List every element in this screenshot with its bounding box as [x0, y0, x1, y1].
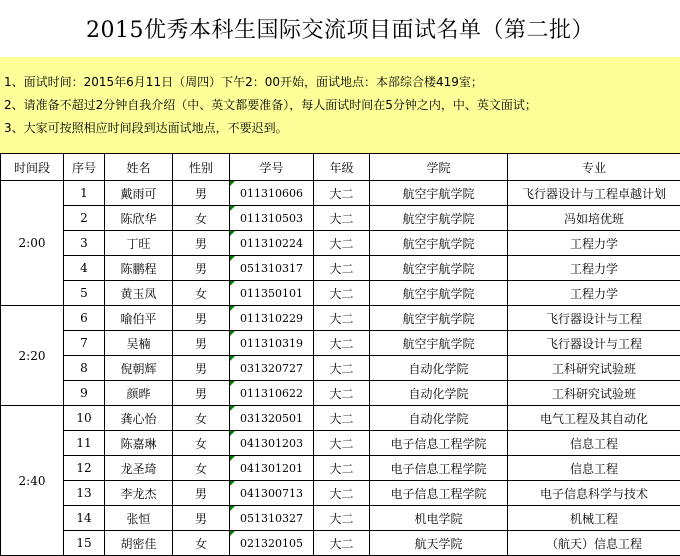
college-cell: 航天学院 [370, 531, 508, 556]
seq-cell: 6 [64, 306, 105, 331]
major-cell: 飞行器设计与工程 [508, 306, 680, 331]
name-cell: 黄玉凤 [105, 281, 173, 306]
table-row [1, 381, 680, 406]
time-slot-cell: 2:00 [1, 181, 64, 306]
gender-cell: 男 [173, 181, 230, 206]
major-cell: 机械工程 [508, 506, 680, 531]
major-cell: 飞行器设计与工程 [508, 331, 680, 356]
college-cell: 机电学院 [370, 506, 508, 531]
seq-cell: 2 [64, 206, 105, 231]
major-cell: 冯如培优班 [508, 206, 680, 231]
student-id-cell: 011310319 [230, 331, 314, 356]
gender-cell: 男 [173, 306, 230, 331]
seq-cell: 14 [64, 506, 105, 531]
grade-cell: 大二 [314, 406, 370, 431]
table-body [1, 181, 680, 556]
name-cell: 戴雨可 [105, 181, 173, 206]
table-row [1, 256, 680, 281]
student-id-cell: 011310503 [230, 206, 314, 231]
table-row [1, 331, 680, 356]
major-cell: 工程力学 [508, 231, 680, 256]
grade-cell: 大二 [314, 306, 370, 331]
grade-cell: 大二 [314, 431, 370, 456]
notice-line-2: 2、请准备不超过2分钟自我介绍（中、英文都要准备），每人面试时间在5分钟之内，中、英文面试； [4, 94, 680, 117]
table-row [1, 406, 680, 431]
table-row [1, 306, 680, 331]
table-row [1, 456, 680, 481]
major-cell: 电气工程及其自动化 [508, 406, 680, 431]
seq-cell: 13 [64, 481, 105, 506]
name-cell: 丁旺 [105, 231, 173, 256]
student-id-cell: 011310622 [230, 381, 314, 406]
name-cell: 李龙杰 [105, 481, 173, 506]
student-id-cell: 031320727 [230, 356, 314, 381]
major-cell: 电子信息科学与技术 [508, 481, 680, 506]
seq-cell: 5 [64, 281, 105, 306]
student-id-cell: 041301201 [230, 456, 314, 481]
gender-cell: 女 [173, 206, 230, 231]
header-row [1, 154, 680, 181]
student-id-cell: 011310606 [230, 181, 314, 206]
grade-cell: 大二 [314, 331, 370, 356]
grade-cell: 大二 [314, 231, 370, 256]
table-row [1, 231, 680, 256]
table-row [1, 481, 680, 506]
header-grade: 年级 [314, 154, 370, 181]
table-row [1, 356, 680, 381]
sheet-title: 2015优秀本科生国际交流项目面试名单（第二批） [0, 0, 680, 57]
major-cell: 工程力学 [508, 256, 680, 281]
student-id-cell: 041300713 [230, 481, 314, 506]
header-college: 学院 [370, 154, 508, 181]
header-gender: 性别 [173, 154, 230, 181]
college-cell: 航空宇航学院 [370, 331, 508, 356]
major-cell: 工科研究试验班 [508, 356, 680, 381]
header-seq: 序号 [64, 154, 105, 181]
header-student-id: 学号 [230, 154, 314, 181]
student-id-cell: 021320105 [230, 531, 314, 556]
table-row [1, 531, 680, 556]
notice-line-3: 3、大家可按照相应时间段到达面试地点，不要迟到。 [4, 117, 680, 140]
major-cell: 工科研究试验班 [508, 381, 680, 406]
table-row [1, 181, 680, 206]
student-id-cell: 051310317 [230, 256, 314, 281]
gender-cell: 男 [173, 481, 230, 506]
grade-cell: 大二 [314, 206, 370, 231]
gender-cell: 女 [173, 406, 230, 431]
grade-cell: 大二 [314, 456, 370, 481]
name-cell: 陈鹏程 [105, 256, 173, 281]
college-cell: 航空宇航学院 [370, 256, 508, 281]
gender-cell: 男 [173, 231, 230, 256]
college-cell: 自动化学院 [370, 381, 508, 406]
seq-cell: 9 [64, 381, 105, 406]
seq-cell: 15 [64, 531, 105, 556]
notice-line-1: 1、面试时间：2015年6月11日（周四）下午2：00开始，面试地点：本部综合楼419室； [4, 71, 680, 94]
grade-cell: 大二 [314, 256, 370, 281]
gender-cell: 女 [173, 456, 230, 481]
gender-cell: 男 [173, 506, 230, 531]
major-cell: （航天）信息工程 [508, 531, 680, 556]
student-id-cell: 041301203 [230, 431, 314, 456]
name-cell: 龙圣琦 [105, 456, 173, 481]
college-cell: 自动化学院 [370, 356, 508, 381]
grade-cell: 大二 [314, 356, 370, 381]
name-cell: 倪朝辉 [105, 356, 173, 381]
college-cell: 航空宇航学院 [370, 206, 508, 231]
grade-cell: 大二 [314, 281, 370, 306]
gender-cell: 男 [173, 331, 230, 356]
name-cell: 吴楠 [105, 331, 173, 356]
table-row [1, 431, 680, 456]
major-cell: 信息工程 [508, 431, 680, 456]
table-row [1, 281, 680, 306]
seq-cell: 11 [64, 431, 105, 456]
grade-cell: 大二 [314, 506, 370, 531]
college-cell: 电子信息工程学院 [370, 481, 508, 506]
name-cell: 陈欣华 [105, 206, 173, 231]
college-cell: 自动化学院 [370, 406, 508, 431]
student-id-cell: 011310229 [230, 306, 314, 331]
major-cell: 飞行器设计与工程卓越计划 [508, 181, 680, 206]
name-cell: 张恒 [105, 506, 173, 531]
seq-cell: 12 [64, 456, 105, 481]
table-row [1, 506, 680, 531]
seq-cell: 3 [64, 231, 105, 256]
header-name: 姓名 [105, 154, 173, 181]
header-time-slot: 时间段 [1, 154, 64, 181]
gender-cell: 男 [173, 256, 230, 281]
header-major: 专业 [508, 154, 680, 181]
grade-cell: 大二 [314, 181, 370, 206]
college-cell: 航空宇航学院 [370, 306, 508, 331]
seq-cell: 7 [64, 331, 105, 356]
name-cell: 胡密佳 [105, 531, 173, 556]
grade-cell: 大二 [314, 531, 370, 556]
gender-cell: 女 [173, 431, 230, 456]
name-cell: 龚心怡 [105, 406, 173, 431]
student-id-cell: 011350101 [230, 281, 314, 306]
time-slot-cell: 2:40 [1, 406, 64, 556]
gender-cell: 女 [173, 531, 230, 556]
college-cell: 电子信息工程学院 [370, 456, 508, 481]
schedule-table [0, 153, 680, 556]
seq-cell: 1 [64, 181, 105, 206]
major-cell: 信息工程 [508, 456, 680, 481]
major-cell: 工程力学 [508, 281, 680, 306]
student-id-cell: 031320501 [230, 406, 314, 431]
seq-cell: 4 [64, 256, 105, 281]
table-row [1, 206, 680, 231]
time-slot-cell: 2:20 [1, 306, 64, 406]
name-cell: 颜晔 [105, 381, 173, 406]
name-cell: 陈嘉琳 [105, 431, 173, 456]
college-cell: 航空宇航学院 [370, 181, 508, 206]
student-id-cell: 011310224 [230, 231, 314, 256]
college-cell: 航空宇航学院 [370, 231, 508, 256]
college-cell: 电子信息工程学院 [370, 431, 508, 456]
gender-cell: 男 [173, 381, 230, 406]
student-id-cell: 051310327 [230, 506, 314, 531]
notice-box [0, 57, 680, 153]
seq-cell: 10 [64, 406, 105, 431]
gender-cell: 男 [173, 356, 230, 381]
seq-cell: 8 [64, 356, 105, 381]
gender-cell: 女 [173, 281, 230, 306]
name-cell: 喻伯平 [105, 306, 173, 331]
college-cell: 航空宇航学院 [370, 281, 508, 306]
grade-cell: 大二 [314, 381, 370, 406]
grade-cell: 大二 [314, 481, 370, 506]
